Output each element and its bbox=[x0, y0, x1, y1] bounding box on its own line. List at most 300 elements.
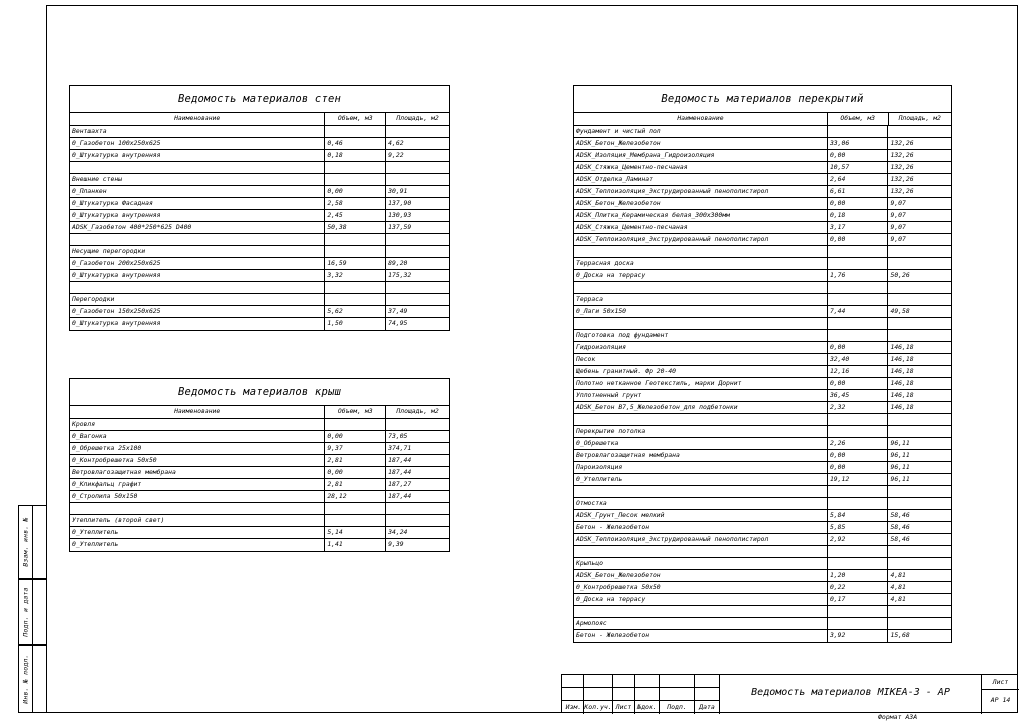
volume-cell: 2,45 bbox=[325, 210, 386, 221]
area-cell bbox=[386, 515, 449, 526]
area-cell: 132,26 bbox=[890, 139, 914, 147]
volume-cell bbox=[828, 618, 889, 629]
table-row bbox=[70, 455, 449, 467]
volume-cell bbox=[325, 126, 386, 137]
table-row bbox=[70, 467, 449, 479]
material-name-cell: ADSK_Теплоизоляция_Экструдированный пенополистирол bbox=[574, 186, 828, 197]
volume-cell: 1,50 bbox=[325, 318, 386, 330]
material-name-cell bbox=[574, 546, 828, 557]
area-cell: 37,49 bbox=[388, 307, 408, 315]
volume-cell bbox=[828, 258, 889, 269]
volume-cell bbox=[828, 486, 889, 497]
material-name-cell bbox=[70, 234, 325, 245]
material-name-cell: 0_Контробрешетка 50х50 bbox=[70, 455, 325, 466]
volume-cell bbox=[828, 546, 889, 557]
material-name-cell: 0_Утеплитель bbox=[574, 474, 828, 485]
material-name-cell: Перегородки bbox=[70, 294, 325, 305]
volume-cell bbox=[828, 246, 889, 257]
area-cell bbox=[386, 503, 449, 514]
volume-cell bbox=[325, 234, 386, 245]
column-header: Объем, м3 bbox=[325, 113, 386, 125]
volume-cell: 0,00 bbox=[325, 467, 386, 478]
table-row bbox=[70, 270, 449, 282]
volume-cell bbox=[325, 246, 386, 257]
area-cell: 132,26 bbox=[890, 151, 914, 159]
volume-cell: 0,18 bbox=[828, 210, 889, 221]
area-cell bbox=[888, 246, 951, 257]
volume-cell bbox=[325, 515, 386, 526]
volume-cell: 2,92 bbox=[828, 534, 889, 545]
table-row bbox=[70, 491, 449, 503]
area-cell: 132,26 bbox=[890, 163, 914, 171]
area-cell bbox=[888, 318, 951, 329]
floors-schedule bbox=[573, 85, 952, 643]
column-header: Площадь, м2 bbox=[396, 114, 439, 122]
volume-cell bbox=[828, 318, 889, 329]
volume-cell: 12,16 bbox=[828, 366, 889, 377]
side-label-inv-orig: Инв. № подл. bbox=[22, 654, 30, 704]
volume-cell bbox=[828, 606, 889, 617]
material-name-cell: 0_Газобетон 100х250х625 bbox=[70, 138, 325, 149]
volume-cell bbox=[828, 498, 889, 509]
volume-cell: 0,22 bbox=[828, 582, 889, 593]
area-cell: 96,11 bbox=[890, 463, 910, 471]
table-row bbox=[70, 138, 449, 150]
area-cell: 146,18 bbox=[890, 403, 914, 411]
material-name-cell: Ветровлагозащитная мембрана bbox=[574, 450, 828, 461]
table-row bbox=[574, 222, 951, 234]
volume-cell bbox=[828, 294, 889, 305]
area-cell: 73,05 bbox=[388, 432, 408, 440]
table-row bbox=[70, 186, 449, 198]
table-row bbox=[574, 186, 951, 198]
area-cell bbox=[888, 486, 951, 497]
material-name-cell: ADSK_Изоляция_Мембрана_Гидроизоляция bbox=[574, 150, 828, 161]
material-name-cell: ADSK_Бетон В7,5_Железобетон_для подбетонки bbox=[574, 402, 828, 413]
table-row bbox=[70, 479, 449, 491]
table-row bbox=[70, 515, 449, 527]
side-label-replace-inv: Взам. инв. № bbox=[22, 517, 30, 567]
table-row bbox=[574, 534, 951, 546]
volume-cell: 2,26 bbox=[828, 438, 889, 449]
volume-cell bbox=[828, 558, 889, 569]
table-row bbox=[574, 150, 951, 162]
table-row bbox=[70, 258, 449, 270]
stamp-col-doc: №док. bbox=[637, 703, 657, 711]
column-header: Наименование bbox=[70, 406, 325, 418]
table-row bbox=[70, 234, 449, 246]
volume-cell: 3,92 bbox=[828, 630, 889, 642]
material-name-cell: 0_Газобетон 150х250х625 bbox=[70, 306, 325, 317]
volume-cell: 2,81 bbox=[325, 479, 386, 490]
area-cell: 58,46 bbox=[890, 523, 910, 531]
material-name-cell: Пароизоляция bbox=[574, 462, 828, 473]
material-name-cell: Внешние стены bbox=[70, 174, 325, 185]
material-name-cell: ADSK_Бетон_Железобетон bbox=[574, 198, 828, 209]
volume-cell: 0,00 bbox=[828, 234, 889, 245]
area-cell: 132,26 bbox=[890, 175, 914, 183]
table-row bbox=[574, 486, 951, 498]
material-name-cell: 0_Штукатурка внутренняя bbox=[70, 150, 325, 161]
volume-cell: 3,32 bbox=[325, 270, 386, 281]
sheet-number: АР 14 bbox=[990, 696, 1011, 704]
volume-cell: 1,41 bbox=[325, 539, 386, 551]
volume-cell: 0,00 bbox=[828, 450, 889, 461]
material-name-cell: Кровля bbox=[70, 419, 325, 430]
area-cell: 146,18 bbox=[890, 355, 914, 363]
material-name-cell: ADSK_Стяжка_Цементно-песчаная bbox=[574, 222, 828, 233]
column-header: Объем, м3 bbox=[828, 113, 889, 125]
material-name-cell: Бетон - Железобетон bbox=[574, 630, 828, 642]
table-row bbox=[574, 282, 951, 294]
volume-cell bbox=[325, 174, 386, 185]
material-name-cell: ADSK_Отделка_Ламинат bbox=[574, 174, 828, 185]
table-row bbox=[574, 426, 951, 438]
material-name-cell: Фундамент и чистый пол bbox=[574, 126, 828, 137]
table-row bbox=[574, 402, 951, 414]
material-name-cell: Песок bbox=[574, 354, 828, 365]
volume-cell: 0,00 bbox=[828, 342, 889, 353]
area-cell bbox=[888, 558, 951, 569]
side-box-inv-orig bbox=[18, 645, 46, 713]
volume-cell: 36,45 bbox=[828, 390, 889, 401]
table-row bbox=[70, 431, 449, 443]
table-row bbox=[574, 570, 951, 582]
volume-cell bbox=[325, 162, 386, 173]
walls-schedule bbox=[69, 85, 450, 331]
material-name-cell: Щебень гранитный. Фр 20-40 bbox=[574, 366, 828, 377]
material-name-cell: 0_Доска на террасу bbox=[574, 270, 828, 281]
volume-cell: 5,85 bbox=[828, 522, 889, 533]
material-name-cell: 0_Обрешетка bbox=[574, 438, 828, 449]
roofs-schedule bbox=[69, 378, 450, 552]
material-name-cell: 0_Вагонка bbox=[70, 431, 325, 442]
area-cell: 49,58 bbox=[890, 307, 910, 315]
area-cell: 146,18 bbox=[890, 367, 914, 375]
table-row bbox=[70, 539, 449, 551]
area-cell: 374,71 bbox=[388, 444, 412, 452]
table-row bbox=[70, 306, 449, 318]
area-cell: 50,26 bbox=[890, 271, 910, 279]
side-label-sign-date: Подп. и дата bbox=[22, 587, 30, 637]
material-name-cell: 0_Штукатурка Фасадная bbox=[70, 198, 325, 209]
volume-cell: 33,06 bbox=[828, 138, 889, 149]
volume-cell: 0,00 bbox=[828, 462, 889, 473]
table-row bbox=[574, 630, 951, 642]
material-name-cell: ADSK_Стяжка_Цементно-песчаная bbox=[574, 162, 828, 173]
area-cell bbox=[386, 282, 449, 293]
stamp-col-qty: Кол.уч. bbox=[584, 703, 612, 711]
volume-cell bbox=[828, 126, 889, 137]
volume-cell: 2,81 bbox=[325, 455, 386, 466]
material-name-cell: 0_Обрешетка 25х100 bbox=[70, 443, 325, 454]
material-name-cell: ADSK_Теплоизоляция_Экструдированный пенополистирол bbox=[574, 534, 828, 545]
side-box-sign-date bbox=[18, 579, 46, 645]
paper-format: Формат А3А bbox=[878, 713, 918, 721]
table-row bbox=[70, 282, 449, 294]
table-row bbox=[70, 174, 449, 186]
material-name-cell: ADSK_Плитка_Керамическая белая_300х300мм bbox=[574, 210, 828, 221]
volume-cell: 2,58 bbox=[325, 198, 386, 209]
area-cell bbox=[888, 606, 951, 617]
volume-cell: 7,44 bbox=[828, 306, 889, 317]
table-row bbox=[574, 138, 951, 150]
table-row bbox=[70, 198, 449, 210]
area-cell: 30,91 bbox=[388, 187, 408, 195]
table-row bbox=[574, 522, 951, 534]
material-name-cell: Армопояс bbox=[574, 618, 828, 629]
area-cell bbox=[888, 546, 951, 557]
area-cell: 96,11 bbox=[890, 475, 910, 483]
area-cell: 146,18 bbox=[890, 343, 914, 351]
table-row bbox=[574, 174, 951, 186]
table-row bbox=[574, 390, 951, 402]
area-cell bbox=[888, 294, 951, 305]
material-name-cell: Гидроизоляция bbox=[574, 342, 828, 353]
area-cell: 9,39 bbox=[388, 540, 404, 548]
volume-cell bbox=[325, 294, 386, 305]
area-cell: 9,07 bbox=[890, 199, 906, 207]
column-header: Площадь, м2 bbox=[898, 114, 941, 122]
volume-cell bbox=[325, 503, 386, 514]
material-name-cell: ADSK_Грунт_Песок мелкий bbox=[574, 510, 828, 521]
table-row bbox=[70, 318, 449, 330]
material-name-cell: ADSK_Газобетон 400*250*625 D400 bbox=[70, 222, 325, 233]
table-row bbox=[574, 210, 951, 222]
volume-cell: 10,57 bbox=[828, 162, 889, 173]
table-row bbox=[574, 546, 951, 558]
table-row bbox=[574, 330, 951, 342]
area-cell: 187,44 bbox=[388, 468, 412, 476]
area-cell bbox=[888, 498, 951, 509]
table-row bbox=[574, 582, 951, 594]
material-name-cell: Утеплитель (второй свет) bbox=[70, 515, 325, 526]
drawing-title: Ведомость материалов MIKEA-3 - АР bbox=[751, 687, 950, 698]
material-name-cell bbox=[70, 503, 325, 514]
table-row bbox=[574, 606, 951, 618]
stamp-col-sign: Подп. bbox=[667, 703, 687, 711]
table-row bbox=[70, 210, 449, 222]
material-name-cell: Перекрытие потолка bbox=[574, 426, 828, 437]
area-cell: 130,93 bbox=[388, 211, 412, 219]
table-row bbox=[70, 126, 449, 138]
material-name-cell: Вентшахта bbox=[70, 126, 325, 137]
material-name-cell: ADSK_Бетон_Железобетон bbox=[574, 138, 828, 149]
walls-table-header bbox=[70, 113, 449, 126]
volume-cell: 2,64 bbox=[828, 174, 889, 185]
table-row bbox=[574, 474, 951, 486]
volume-cell: 2,32 bbox=[828, 402, 889, 413]
table-row bbox=[574, 258, 951, 270]
table-row bbox=[574, 558, 951, 570]
material-name-cell: Несущие перегородки bbox=[70, 246, 325, 257]
material-name-cell bbox=[574, 486, 828, 497]
table-row bbox=[574, 378, 951, 390]
area-cell: 96,11 bbox=[890, 451, 910, 459]
volume-cell: 9,37 bbox=[325, 443, 386, 454]
volume-cell bbox=[325, 282, 386, 293]
area-cell: 4,81 bbox=[890, 571, 906, 579]
stamp-col-date: Дата bbox=[699, 703, 715, 711]
table-row bbox=[574, 294, 951, 306]
material-name-cell: Подготовка под фундамент bbox=[574, 330, 828, 341]
table-row bbox=[574, 366, 951, 378]
material-name-cell bbox=[574, 606, 828, 617]
area-cell bbox=[888, 258, 951, 269]
volume-cell: 5,62 bbox=[325, 306, 386, 317]
material-name-cell bbox=[70, 162, 325, 173]
table-row bbox=[574, 162, 951, 174]
table-row bbox=[574, 342, 951, 354]
column-header: Наименование bbox=[70, 113, 325, 125]
volume-cell bbox=[325, 419, 386, 430]
area-cell: 9,07 bbox=[890, 211, 906, 219]
material-name-cell bbox=[574, 246, 828, 257]
area-cell bbox=[386, 294, 449, 305]
volume-cell: 50,38 bbox=[325, 222, 386, 233]
table-row bbox=[574, 270, 951, 282]
area-cell: 15,68 bbox=[890, 631, 910, 639]
volume-cell: 16,59 bbox=[325, 258, 386, 269]
area-cell bbox=[386, 419, 449, 430]
table-row bbox=[574, 354, 951, 366]
area-cell: 132,26 bbox=[890, 187, 914, 195]
roofs-table-header bbox=[70, 406, 449, 419]
stamp-col-sheet: Лист bbox=[615, 703, 632, 711]
table-row bbox=[70, 443, 449, 455]
area-cell: 9,07 bbox=[890, 235, 906, 243]
table-row bbox=[574, 450, 951, 462]
table-row bbox=[574, 234, 951, 246]
table-row bbox=[70, 162, 449, 174]
material-name-cell: Полотно нетканное Геотекстиль, марки Дорнит bbox=[574, 378, 828, 389]
area-cell: 9,22 bbox=[388, 151, 404, 159]
material-name-cell: 0_Штукатурка внутренняя bbox=[70, 318, 325, 330]
material-name-cell: ADSK_Теплоизоляция_Экструдированный пенополистирол bbox=[574, 234, 828, 245]
area-cell: 137,59 bbox=[388, 223, 412, 231]
material-name-cell bbox=[70, 282, 325, 293]
table-row bbox=[70, 246, 449, 258]
area-cell bbox=[888, 426, 951, 437]
table-row bbox=[70, 419, 449, 431]
area-cell bbox=[386, 174, 449, 185]
volume-cell: 0,17 bbox=[828, 594, 889, 605]
material-name-cell: 0_Кликфальц графит bbox=[70, 479, 325, 490]
area-cell: 9,07 bbox=[890, 223, 906, 231]
material-name-cell: Уплотненный грунт bbox=[574, 390, 828, 401]
side-box-replace-inv bbox=[18, 505, 46, 579]
volume-cell: 32,40 bbox=[828, 354, 889, 365]
volume-cell: 0,00 bbox=[325, 186, 386, 197]
table-row bbox=[574, 510, 951, 522]
table-row bbox=[574, 462, 951, 474]
floors-table-header bbox=[574, 113, 951, 126]
material-name-cell: Терраса bbox=[574, 294, 828, 305]
area-cell: 34,24 bbox=[388, 528, 408, 536]
area-cell: 4,81 bbox=[890, 595, 906, 603]
volume-cell: 28,12 bbox=[325, 491, 386, 502]
volume-cell: 0,00 bbox=[325, 431, 386, 442]
area-cell: 58,46 bbox=[890, 535, 910, 543]
table-row bbox=[574, 594, 951, 606]
material-name-cell: 0_Штукатурка внутренняя bbox=[70, 270, 325, 281]
material-name-cell bbox=[574, 282, 828, 293]
volume-cell: 1,76 bbox=[828, 270, 889, 281]
material-name-cell: 0_Лаги 50х150 bbox=[574, 306, 828, 317]
volume-cell: 0,46 bbox=[325, 138, 386, 149]
material-name-cell bbox=[574, 318, 828, 329]
column-header: Площадь, м2 bbox=[396, 407, 439, 415]
walls-table-title: Ведомость материалов стен bbox=[70, 86, 449, 113]
table-row bbox=[70, 527, 449, 539]
area-cell: 137,90 bbox=[388, 199, 412, 207]
volume-cell: 0,18 bbox=[325, 150, 386, 161]
volume-cell bbox=[828, 330, 889, 341]
volume-cell: 5,14 bbox=[325, 527, 386, 538]
volume-cell: 3,17 bbox=[828, 222, 889, 233]
area-cell: 4,81 bbox=[890, 583, 906, 591]
material-name-cell bbox=[574, 414, 828, 425]
table-row bbox=[574, 498, 951, 510]
material-name-cell: Крыльцо bbox=[574, 558, 828, 569]
volume-cell bbox=[828, 426, 889, 437]
column-header: Объем, м3 bbox=[325, 406, 386, 418]
table-row bbox=[574, 618, 951, 630]
table-row bbox=[574, 198, 951, 210]
area-cell bbox=[386, 126, 449, 137]
table-row bbox=[574, 414, 951, 426]
material-name-cell: 0_Утеплитель bbox=[70, 539, 325, 551]
material-name-cell: 0_Штукатурка внутренняя bbox=[70, 210, 325, 221]
volume-cell: 5,84 bbox=[828, 510, 889, 521]
area-cell bbox=[386, 234, 449, 245]
area-cell bbox=[386, 162, 449, 173]
material-name-cell: 0_Газобетон 200х250х625 bbox=[70, 258, 325, 269]
area-cell: 74,95 bbox=[388, 319, 408, 327]
volume-cell: 19,12 bbox=[828, 474, 889, 485]
table-row bbox=[70, 503, 449, 515]
volume-cell bbox=[828, 282, 889, 293]
material-name-cell: 0_Стропила 50х150 bbox=[70, 491, 325, 502]
volume-cell bbox=[828, 414, 889, 425]
area-cell: 146,18 bbox=[890, 379, 914, 387]
area-cell: 175,32 bbox=[388, 271, 412, 279]
stamp-col-change: Изм. bbox=[565, 703, 582, 711]
area-cell bbox=[888, 282, 951, 293]
table-row bbox=[574, 438, 951, 450]
area-cell bbox=[888, 414, 951, 425]
volume-cell: 0,00 bbox=[828, 378, 889, 389]
area-cell bbox=[888, 618, 951, 629]
area-cell: 187,44 bbox=[388, 492, 412, 500]
area-cell: 187,27 bbox=[388, 480, 412, 488]
area-cell: 187,44 bbox=[388, 456, 412, 464]
material-name-cell: Террасная доска bbox=[574, 258, 828, 269]
material-name-cell: Ветровлагозащитная мембрана bbox=[70, 467, 325, 478]
table-row bbox=[70, 294, 449, 306]
material-name-cell: 0_Утеплитель bbox=[70, 527, 325, 538]
table-row bbox=[574, 318, 951, 330]
table-row bbox=[574, 306, 951, 318]
table-row bbox=[70, 222, 449, 234]
area-cell: 146,18 bbox=[890, 391, 914, 399]
area-cell bbox=[888, 126, 951, 137]
material-name-cell: 0_Доска на террасу bbox=[574, 594, 828, 605]
roofs-table-title: Ведомость материалов крыш bbox=[70, 379, 449, 406]
table-row bbox=[70, 150, 449, 162]
material-name-cell: 0_Планкен bbox=[70, 186, 325, 197]
table-row bbox=[574, 246, 951, 258]
